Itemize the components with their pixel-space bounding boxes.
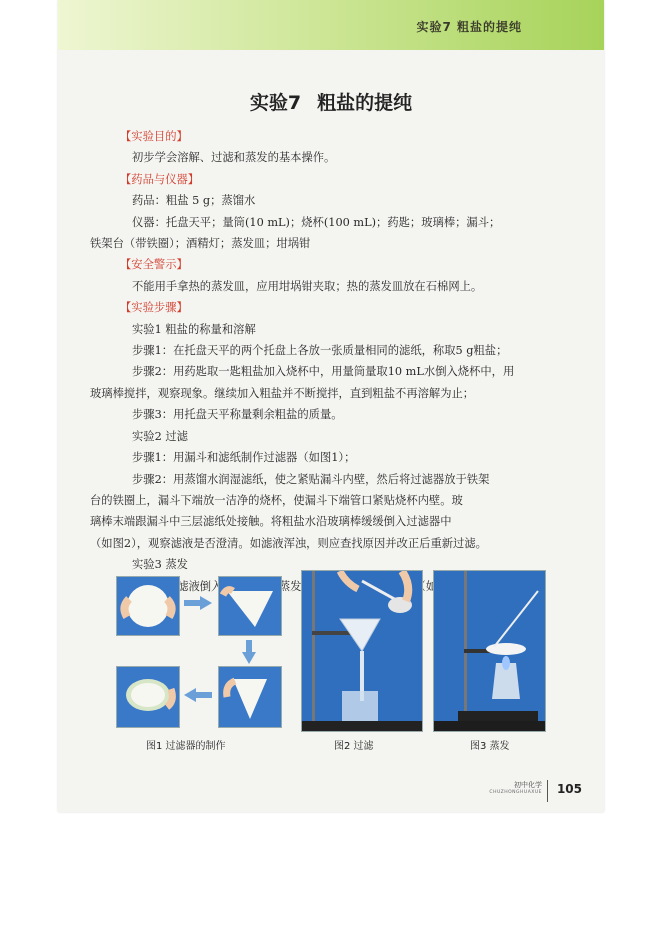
section-heading-materials: 【药品与仪器】	[120, 172, 200, 186]
drugs-text: 药品：粗盐 5 g；蒸馏水	[132, 194, 256, 208]
title-number: 实验7	[249, 92, 302, 114]
textbook-page	[58, 0, 604, 812]
section-heading-purpose: 【实验目的】	[120, 130, 188, 143]
exp1-step2-b: 玻璃棒搅拌，观察现象。继续加入粗盐并不断搅拌，直到粗盐不再溶解为止；	[90, 386, 475, 400]
footer-book-title: 初中化学	[514, 781, 542, 789]
fig1-photo-2	[218, 576, 282, 636]
footer-divider	[547, 780, 548, 802]
exp2-step2-c: 璃棒末端跟漏斗中三层滤纸处接触。将粗盐水沿玻璃棒缓缓倒入过滤器中	[90, 515, 452, 529]
fig1-photo-4	[116, 666, 180, 728]
exp2-title: 实验2 过滤	[132, 429, 188, 443]
running-header: 实验7 粗盐的提纯	[416, 20, 522, 34]
exp2-step2-d: （如图2），观察滤液是否澄清。如滤液浑浊，则应查找原因并改正后重新过滤。	[90, 536, 487, 550]
instruments-text-2: 铁架台（带铁圈）；酒精灯；蒸发皿；坩埚钳	[90, 237, 311, 251]
page-title	[58, 88, 604, 115]
evaporation-apparatus-icon	[434, 571, 545, 731]
section-heading-safety: 【安全警示】	[120, 258, 188, 272]
body-text	[90, 126, 580, 597]
exp1-title: 实验1 粗盐的称量和溶解	[132, 322, 256, 336]
exp2-step2-b: 台的铁圈上，漏斗下端放一洁净的烧杯，使漏斗下端管口紧贴烧杯内壁。玻	[90, 493, 463, 507]
page-number: 105	[556, 782, 582, 796]
exp3-title: 实验3 蒸发	[132, 558, 188, 572]
footer-book-pinyin: CHUZHONGHUAXUE	[489, 790, 542, 795]
arrow-left-icon	[184, 688, 212, 702]
instruments-text-1: 仪器：托盘天平；量筒(10 mL)；烧杯(100 mL)；药匙；玻璃棒；漏斗；	[132, 215, 501, 229]
filter-cone-icon	[219, 667, 281, 727]
arrow-right-icon	[184, 596, 212, 610]
figures-area	[58, 570, 604, 750]
exp1-step1: 步骤1：在托盘天平的两个托盘上各放一张质量相同的滤纸，称取5 g粗盐；	[132, 344, 508, 358]
safety-text: 不能用手拿热的蒸发皿，应用坩埚钳夹取；热的蒸发皿放在石棉网上。	[132, 279, 483, 293]
exp2-step2-a: 步骤2：用蒸馏水润湿滤纸，使之紧贴漏斗内壁，然后将过滤器放于铁架	[132, 472, 490, 486]
fig2-photo	[301, 570, 423, 732]
filtration-apparatus-icon	[302, 571, 422, 731]
fig1-photo-1	[116, 576, 180, 636]
purpose-text: 初步学会溶解、过滤和蒸发的基本操作。	[132, 151, 336, 165]
fig1-caption: 图1 过滤器的制作	[146, 741, 226, 752]
title-text: 粗盐的提纯	[317, 92, 413, 114]
fig2-caption: 图2 过滤	[334, 741, 374, 752]
section-heading-steps: 【实验步骤】	[120, 301, 188, 315]
filter-paper-round-icon	[117, 577, 179, 635]
fig3-caption: 图3 蒸发	[470, 741, 510, 752]
exp1-step2-a: 步骤2：用药匙取一匙粗盐加入烧杯中，用量筒量取10 mL水倒入烧杯中，用	[132, 365, 515, 379]
exp2-step1: 步骤1：用漏斗和滤纸制作过滤器（如图1）；	[132, 451, 356, 465]
fig3-photo	[433, 570, 546, 732]
fig1-photo-3	[218, 666, 282, 728]
header-band	[58, 0, 604, 50]
page-footer	[462, 780, 582, 806]
arrow-down-icon	[242, 640, 256, 664]
filter-in-funnel-icon	[117, 667, 179, 727]
filter-paper-folded-icon	[219, 577, 281, 635]
exp1-step3: 步骤3：用托盘天平称量剩余粗盐的质量。	[132, 408, 343, 422]
